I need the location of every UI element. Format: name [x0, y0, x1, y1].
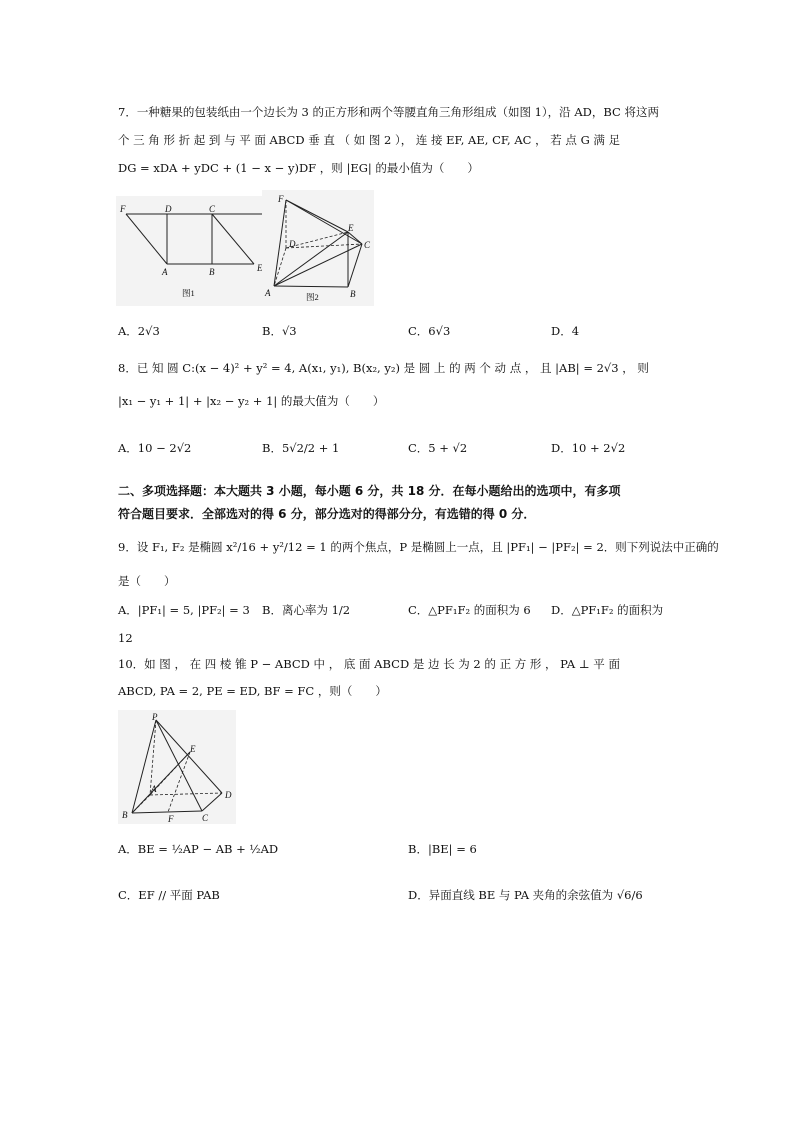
- fig1-label-b: B: [209, 267, 215, 277]
- section-2-instructions: 符合题目要求．全部选对的得 6 分，部分选对的得部分分，有选错的得 0 分．: [118, 507, 536, 521]
- q7-option-b: B．√3: [262, 324, 297, 338]
- q8-line-2: |x₁ − y₁ + 1| + |x₂ − y₂ + 1| 的最大值为（ ）: [118, 394, 385, 408]
- q10-label-e: E: [190, 744, 196, 754]
- fig1-label-d: D: [165, 204, 172, 214]
- q7-figure-1: [116, 196, 276, 306]
- q8-option-b: B．5√2/2 + 1: [262, 441, 340, 455]
- fig2-label-a: A: [265, 288, 271, 298]
- q10-line-1: 10．如 图 ， 在 四 棱 锥 P − ABCD 中 ， 底 面 ABCD 是 边 长 为 2 的 正 方 形 ， PA ⊥ 平 面: [118, 657, 620, 671]
- q7-line-2: 个 三 角 形 折 起 到 与 平 面 ABCD 垂 直 （ 如 图 2 ）， 连 接 EF, AE, CF, AC ， 若 点 G 满 足: [118, 133, 621, 147]
- q8-option-c: C．5 + √2: [408, 441, 468, 455]
- q8-option-a: A．10 − 2√2: [118, 441, 192, 455]
- fig1-caption: 图1: [182, 288, 195, 298]
- fig2-label-f: F: [278, 194, 284, 204]
- q10-line-2: ABCD, PA = 2, PE = ED, BF = FC ，则（ ）: [118, 684, 387, 698]
- q10-label-f: F: [168, 814, 174, 824]
- q7-line-1: 7．一种糖果的包装纸由一个边长为 3 的正方形和两个等腰直角三角形组成（如图 1），沿 AD，BC 将这两: [118, 105, 659, 119]
- q7-option-c: C．6√3: [408, 324, 451, 338]
- q7-option-d: D．4: [551, 324, 580, 338]
- q10-label-a: A: [151, 784, 157, 794]
- q7-figure-2: [262, 190, 374, 306]
- q10-label-c: C: [202, 813, 209, 823]
- q9-option-c: C．△PF₁F₂ 的面积为 6: [408, 603, 531, 617]
- q10-label-p: P: [152, 712, 158, 722]
- q9-line-1: 9．设 F₁, F₂ 是椭圆 x²/16 + y²/12 = 1 的两个焦点，P 是椭圆上一点，且 |PF₁| − |PF₂| = 2．则下列说法中正确的: [118, 540, 719, 554]
- q10-option-b: B．|BE| = 6: [408, 842, 477, 856]
- q10-option-c: C．EF // 平面 PAB: [118, 888, 220, 902]
- q10-label-d: D: [225, 790, 232, 800]
- q7-option-a: A．2√3: [118, 324, 160, 338]
- fig2-label-e: E: [348, 223, 354, 233]
- fig1-label-f: F: [120, 204, 126, 214]
- fig2-label-b: B: [350, 289, 356, 299]
- q10-label-b: B: [122, 810, 128, 820]
- q10-option-d: D．异面直线 BE 与 PA 夹角的余弦值为 √6/6: [408, 888, 643, 902]
- q9-option-d-wrap: 12: [118, 631, 133, 645]
- q8-line-1: 8．已 知 圆 C:(x − 4)² + y² = 4, A(x₁, y₁), B(x₂, y₂) 是 圆 上 的 两 个 动 点 ， 且 |AB| = 2√3 ， 则: [118, 361, 649, 375]
- fig2-caption: 图2: [306, 292, 319, 302]
- q9-option-d: D．△PF₁F₂ 的面积为: [551, 603, 664, 617]
- q9-option-a: A．|PF₁| = 5, |PF₂| = 3: [118, 603, 250, 617]
- fig2-label-d: D: [289, 239, 296, 249]
- q10-option-a: A．BE = ½AP − AB + ½AD: [118, 842, 279, 856]
- q8-option-d: D．10 + 2√2: [551, 441, 626, 455]
- fig1-label-e: E: [257, 263, 263, 273]
- q9-option-b: B．离心率为 1/2: [262, 603, 351, 617]
- q9-line-2: 是（ ）: [118, 574, 176, 588]
- section-2-heading: 二、多项选择题：本大题共 3 小题，每小题 6 分，共 18 分．在每小题给出的选项中，有多项: [118, 484, 621, 498]
- q10-pyramid-figure: [118, 710, 236, 824]
- fig1-label-a: A: [162, 267, 168, 277]
- fig1-label-c: C: [209, 204, 216, 214]
- fig2-label-c: C: [364, 240, 371, 250]
- q7-line-3: DG = xDA + yDC + (1 − x − y)DF ，则 |EG| 的最小值为（ ）: [118, 161, 479, 175]
